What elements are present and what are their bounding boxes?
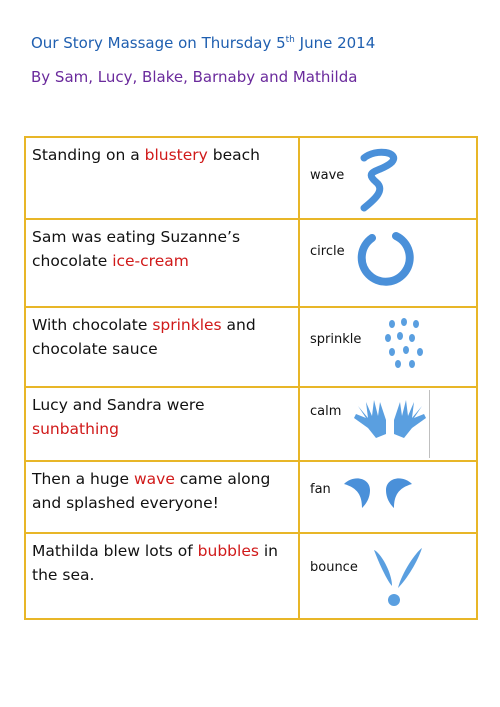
story-text: Mathilda blew lots of bubbles in the sea. [25,533,299,619]
card-footer-text [307,524,308,528]
circle-stroke-icon [352,226,416,290]
fan-stroke-icon [340,474,416,510]
card-footer-text [307,378,308,382]
stroke-label: bounce [310,560,358,575]
story-text: With chocolate sprinkles and chocolate sauce [25,307,299,387]
story-text: Lucy and Sandra were sunbathing [25,387,299,461]
story-text: Sam was eating Suzanne’s chocolate ice-cream [25,219,299,307]
story-row [25,461,477,533]
calm-hands-icon [352,398,428,442]
sprinkle-dots-icon [382,318,426,370]
card-footer-text [307,298,308,302]
stroke-label: fan [310,482,331,497]
stroke-card [299,307,477,387]
stroke-card [299,219,477,307]
card-divider [429,390,430,458]
card-footer-text [307,210,308,214]
story-text: Then a huge wave came along and splashed everyone! [25,461,299,533]
card-footer-text [307,452,308,456]
stroke-label: wave [310,168,345,183]
stroke-card [299,533,477,619]
story-table [24,136,478,620]
authors-line: By Sam, Lucy, Blake, Barnaby and Mathilda [31,68,358,86]
wave-stroke-icon [358,148,404,212]
stroke-label: calm [310,404,342,419]
page-title: Our Story Massage on Thursday 5th June 2014 [31,34,376,52]
stroke-card [299,461,477,533]
story-row [25,219,477,307]
card-footer-text [307,610,308,614]
story-text: Standing on a blustery beach [25,137,299,219]
story-row [25,137,477,219]
stroke-label: circle [310,244,345,259]
stroke-card [299,387,477,461]
story-row [25,533,477,619]
stroke-label: sprinkle [310,332,362,347]
stroke-card [299,137,477,219]
bounce-stroke-icon [370,542,426,612]
story-row [25,387,477,461]
story-row [25,307,477,387]
